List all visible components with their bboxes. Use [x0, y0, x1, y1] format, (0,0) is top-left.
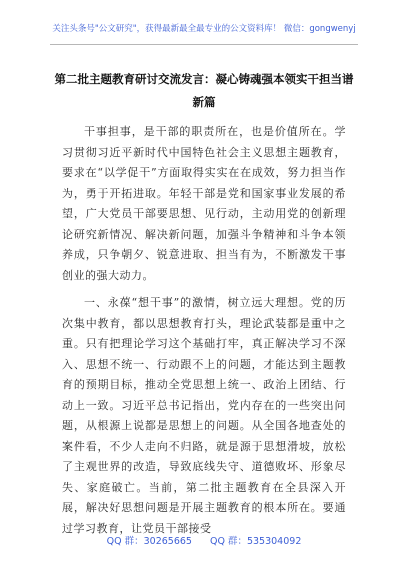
page-footer	[0, 533, 408, 547]
paragraph-intro: 干事担事，是干部的职责所在，也是价值所在。学习贯彻习近平新时代中国特色社会主义思想主题教育，要求在“以学促干”方面取得实实在在成效，努力担当作为，勇于开拓进取。年轻干部是党和国家事业发展的希望，广大党员干部要思想、见行动，主动用党的创新理论研究新情况、解决新问题，加强斗争精神和斗争本领养成，只争朝夕、锐意进取、担当有为，不断激发干事创业的强大动力。	[62, 125, 346, 282]
paragraph-section-one: 一、永葆“想干事”的激情，树立远大理想。党的历次集中教育，都以思想教育打头，理论武装都是重中之重。只有把理论学习这个基础打牢，真正解决学习不深入、思想不统一、行动跟不上的问题，才能达到主题教育的预期目标，推动全党思想上统一、政治上团结、行动上一致。习近平总书记指出，党内存在的一些突出问题，从根源上说都是思想上的问题。从全国各地查处的案件看，不少人走向不归路，就是源于思想滑坡，放松了主观世界的改造，导致底线失守、道德败坏、形象尽失、家庭破亡。当前，第二批主题教育在全县深入开展，解决好思想问题是开展主题教育的根本所在。要通过学习教育，让党员干部接受	[62, 296, 346, 535]
document-body	[62, 122, 346, 546]
footer-qq-group-2: QQ 群：535304092	[209, 536, 302, 547]
footer-qq-group-1: QQ 群：30265665	[106, 536, 192, 547]
page-header: 关注头条号"公文研究"，获得最新最全最专业的公文资料库！ 微信：gongwenyj	[52, 24, 356, 34]
document-title: 第二批主题教育研讨交流发言：凝心铸魂强本领实干担当谱新篇	[54, 72, 354, 109]
header-divider	[50, 44, 358, 45]
